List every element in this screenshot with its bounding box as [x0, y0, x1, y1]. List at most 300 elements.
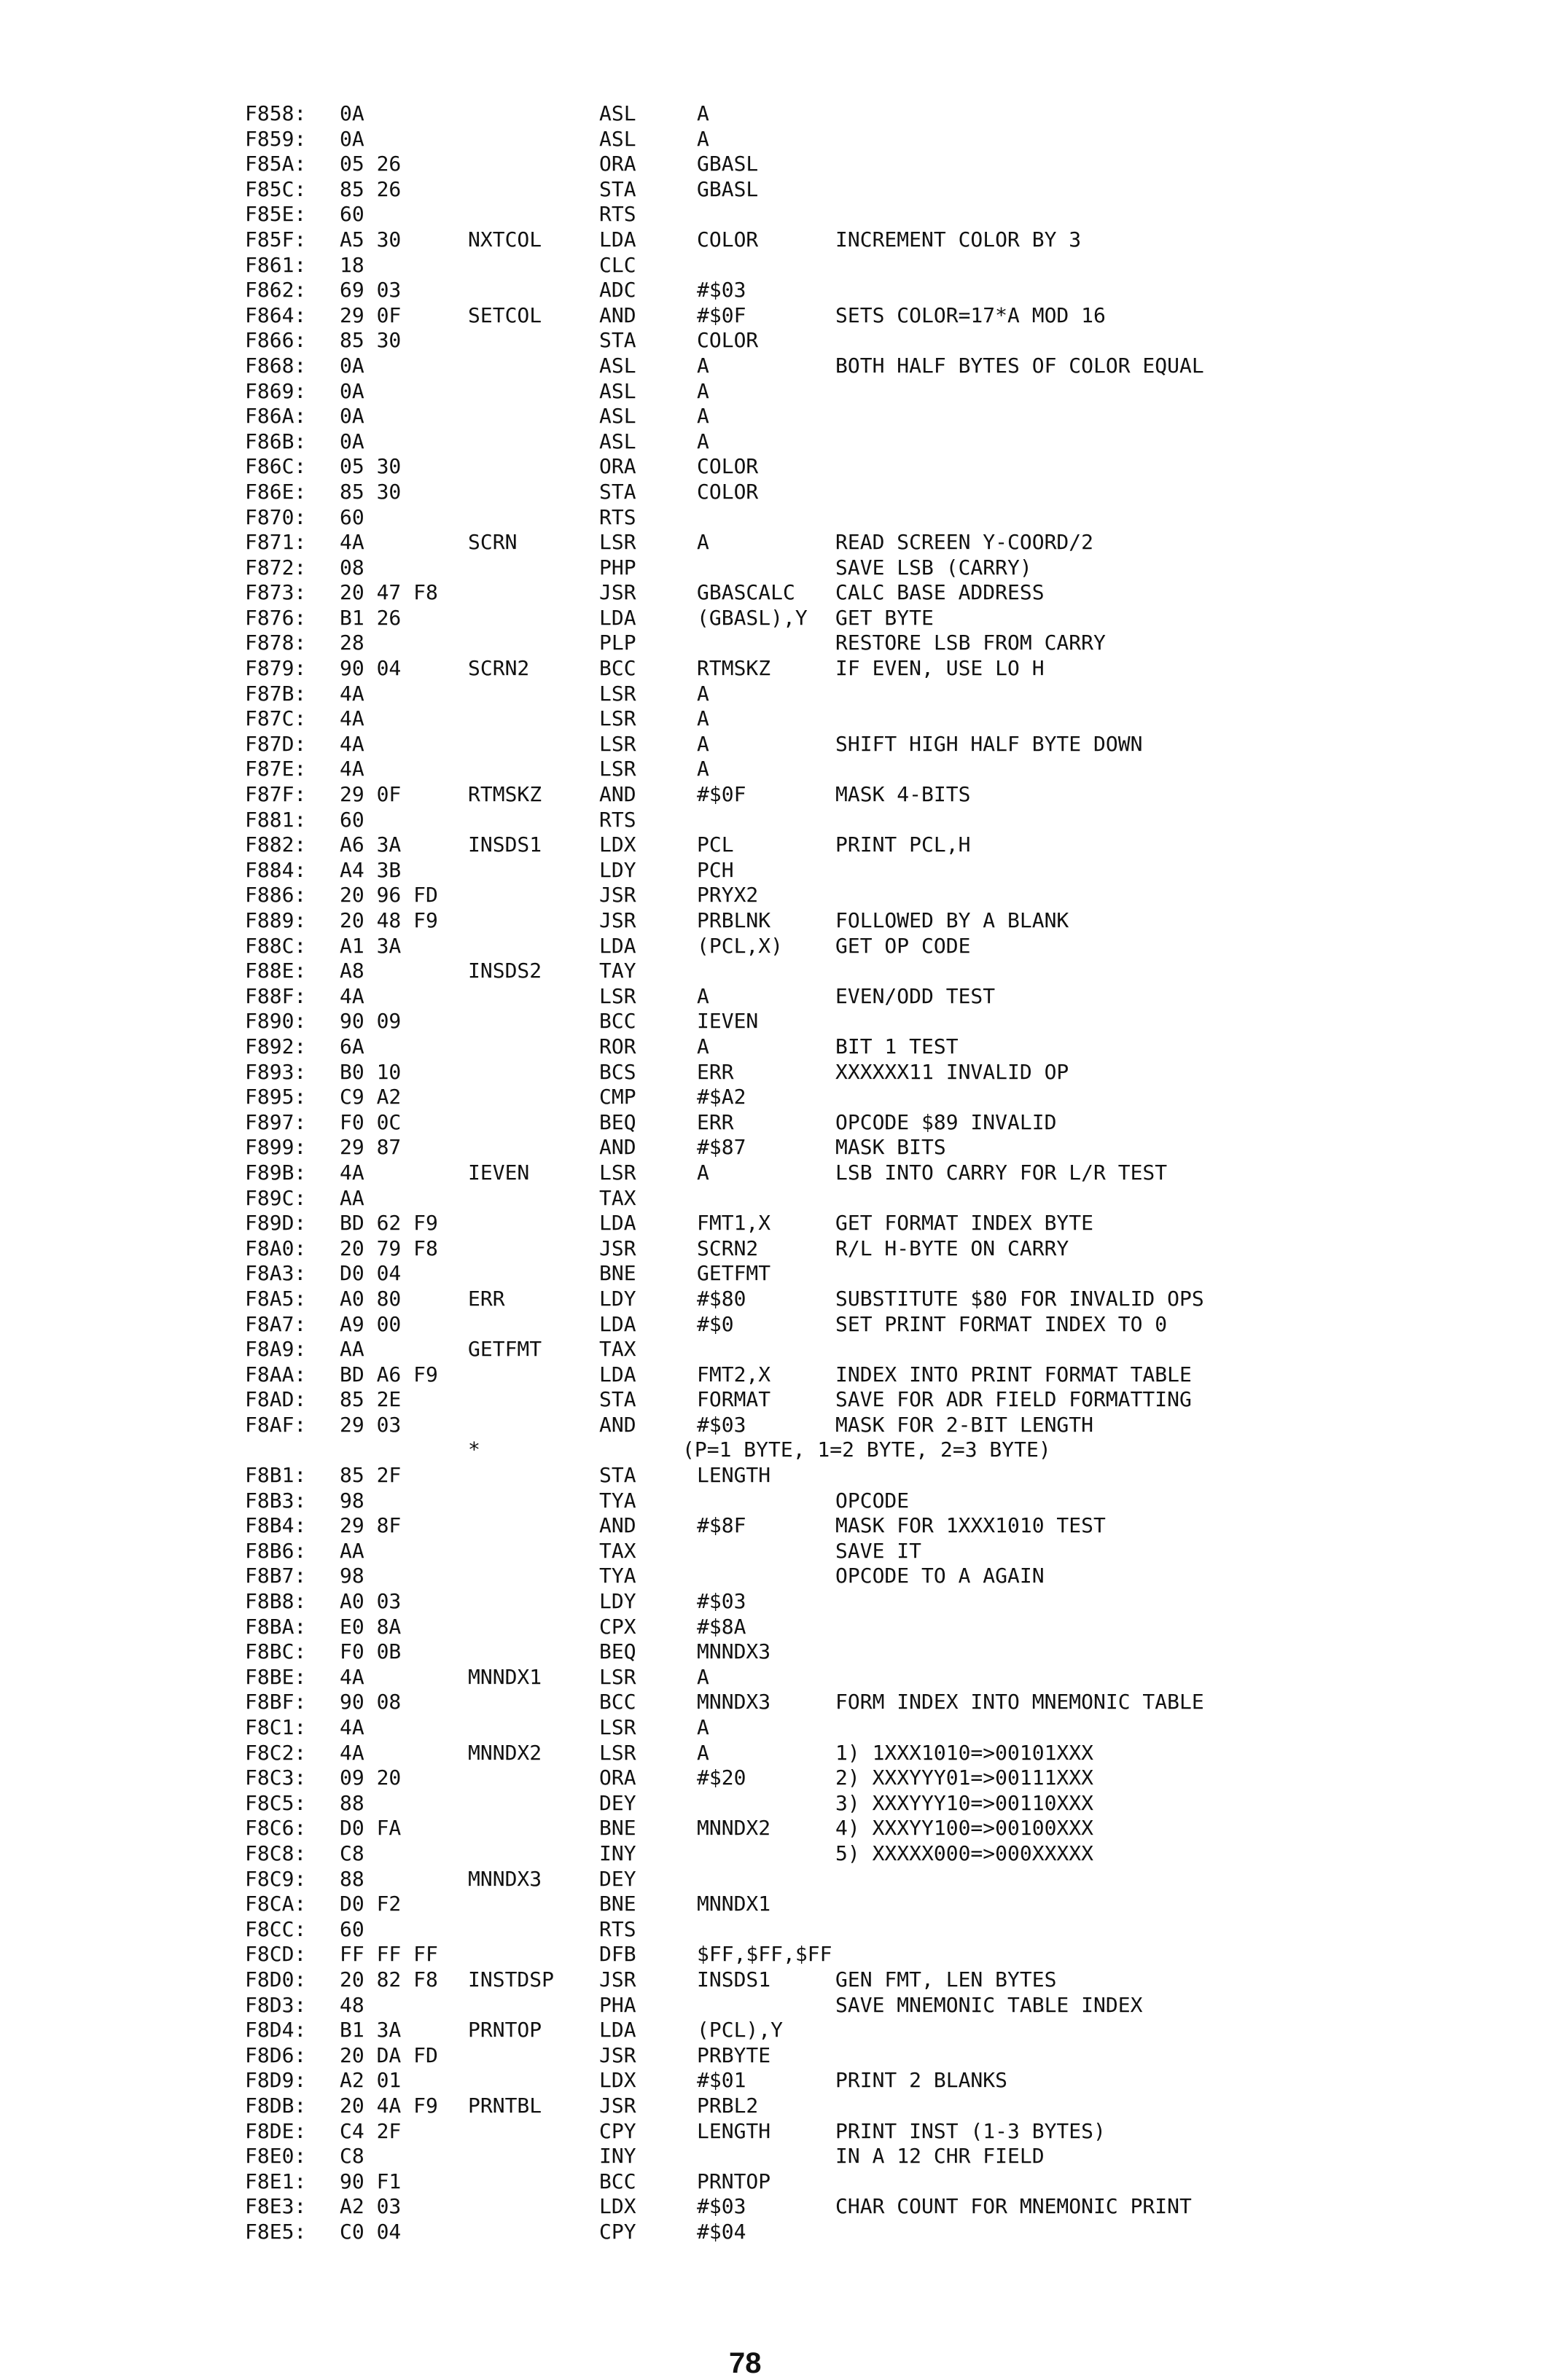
address: F87B:: [245, 681, 307, 706]
address: F8D0:: [245, 1967, 307, 1991]
address: F884:: [245, 857, 307, 882]
address: F8B8:: [245, 1589, 307, 1614]
address: F8CC:: [245, 1916, 307, 1941]
object-bytes: C8: [340, 1841, 364, 1865]
opcode: STA: [599, 328, 636, 353]
opcode: LDA: [599, 227, 636, 251]
opcode: RTS: [599, 202, 636, 227]
operand: FMT1,X: [697, 1211, 771, 1236]
opcode: TAX: [599, 1538, 636, 1563]
comment: OPCODE: [835, 1488, 910, 1513]
address: F88C:: [245, 933, 307, 958]
operand: #$03: [697, 2194, 746, 2219]
object-bytes: 20 DA FD: [340, 2042, 438, 2067]
address: F8A5:: [245, 1286, 307, 1311]
opcode: BEQ: [599, 1109, 636, 1134]
operand: #$04: [697, 2219, 746, 2244]
comment: READ SCREEN Y-COORD/2: [835, 530, 1094, 555]
operand: ERR: [697, 1059, 734, 1084]
comment: FORM INDEX INTO MNEMONIC TABLE: [835, 1690, 1204, 1714]
opcode: ROR: [599, 1034, 636, 1058]
operand: MNNDX1: [697, 1892, 771, 1916]
address: F8B1:: [245, 1463, 307, 1488]
operand: A: [697, 757, 709, 781]
operand: (PCL,X): [697, 933, 784, 958]
comment: MASK 4-BITS: [835, 782, 971, 807]
address: F87C:: [245, 706, 307, 731]
operand: #$8A: [697, 1614, 746, 1639]
object-bytes: 85 2F: [340, 1463, 402, 1488]
operand: #$20: [697, 1766, 746, 1790]
operand: PCL: [697, 832, 734, 857]
address: F881:: [245, 807, 307, 832]
address: F85E:: [245, 202, 307, 227]
opcode: STA: [599, 176, 636, 201]
address: F85C:: [245, 176, 307, 201]
label: MNNDX3: [468, 1866, 542, 1891]
address: F886:: [245, 883, 307, 908]
address: F88F:: [245, 983, 307, 1008]
object-bytes: 60: [340, 1916, 364, 1941]
address: F873:: [245, 580, 307, 605]
comment: SHIFT HIGH HALF BYTE DOWN: [835, 731, 1143, 756]
object-bytes: A2 03: [340, 2194, 402, 2219]
object-bytes: A2 01: [340, 2068, 402, 2093]
object-bytes: C9 A2: [340, 1085, 402, 1109]
address: F8B7:: [245, 1564, 307, 1588]
opcode: INY: [599, 2144, 636, 2169]
address: F871:: [245, 530, 307, 555]
object-bytes: 85 30: [340, 328, 402, 353]
operand: COLOR: [697, 454, 759, 479]
address: F87E:: [245, 757, 307, 781]
address: F8D4:: [245, 2018, 307, 2042]
address: F8BE:: [245, 1664, 307, 1689]
operand: (GBASL),Y: [697, 605, 808, 630]
object-bytes: 20 47 F8: [340, 580, 438, 605]
opcode: CPX: [599, 1614, 636, 1639]
address: F89B:: [245, 1160, 307, 1185]
comment: 5) XXXXX000=>000XXXXX: [835, 1841, 1094, 1865]
comment: XXXXXX11 INVALID OP: [835, 1059, 1069, 1084]
comment: CHAR COUNT FOR MNEMONIC PRINT: [835, 2194, 1192, 2219]
object-bytes: 20 79 F8: [340, 1236, 438, 1260]
opcode: LSR: [599, 757, 636, 781]
address: F858:: [245, 101, 307, 125]
object-bytes: B1 26: [340, 605, 402, 630]
object-bytes: 29 8F: [340, 1513, 402, 1538]
object-bytes: 28: [340, 631, 364, 655]
object-bytes: B0 10: [340, 1059, 402, 1084]
object-bytes: D0 F2: [340, 1892, 402, 1916]
comment: PRINT 2 BLANKS: [835, 2068, 1008, 2093]
operand: COLOR: [697, 227, 759, 251]
opcode: LDY: [599, 857, 636, 882]
comment: INDEX INTO PRINT FORMAT TABLE: [835, 1362, 1192, 1386]
address: F861:: [245, 252, 307, 277]
opcode: CPY: [599, 2219, 636, 2244]
object-bytes: C8: [340, 2144, 364, 2169]
label: IEVEN: [468, 1160, 530, 1185]
opcode: LDA: [599, 2018, 636, 2042]
address: F8A3:: [245, 1261, 307, 1286]
address: F86A:: [245, 404, 307, 429]
operand: A: [697, 706, 709, 731]
address: F8C8:: [245, 1841, 307, 1865]
operand: SCRN2: [697, 1236, 759, 1260]
comment: OPCODE TO A AGAIN: [835, 1564, 1045, 1588]
address: F88E:: [245, 959, 307, 983]
address: F8B3:: [245, 1488, 307, 1513]
opcode: LSR: [599, 1740, 636, 1765]
operand: #$0: [697, 1311, 734, 1336]
opcode: LSR: [599, 530, 636, 555]
address: F866:: [245, 328, 307, 353]
opcode: LDA: [599, 933, 636, 958]
object-bytes: 18: [340, 252, 364, 277]
address: F8BC:: [245, 1639, 307, 1664]
comment: GET BYTE: [835, 605, 934, 630]
object-bytes: 60: [340, 202, 364, 227]
comment: BIT 1 TEST: [835, 1034, 959, 1058]
object-bytes: 29 87: [340, 1135, 402, 1160]
address: F8B6:: [245, 1538, 307, 1563]
operand: GETFMT: [697, 1261, 771, 1286]
operand: PCH: [697, 857, 734, 882]
operand: A: [697, 1160, 709, 1185]
object-bytes: D0 04: [340, 1261, 402, 1286]
address: F8CA:: [245, 1892, 307, 1916]
address: F8A7:: [245, 1311, 307, 1336]
address: F878:: [245, 631, 307, 655]
address: F8C3:: [245, 1766, 307, 1790]
object-bytes: 69 03: [340, 278, 402, 303]
label: MNNDX2: [468, 1740, 542, 1765]
address: F8BA:: [245, 1614, 307, 1639]
object-bytes: 0A: [340, 429, 364, 453]
object-bytes: 60: [340, 504, 364, 529]
object-bytes: 4A: [340, 1740, 364, 1765]
comment: MASK FOR 2-BIT LENGTH: [835, 1412, 1094, 1437]
object-bytes: 05 26: [340, 152, 402, 176]
opcode: PLP: [599, 631, 636, 655]
operand: GBASL: [697, 176, 759, 201]
operand: INSDS1: [697, 1967, 771, 1991]
address: F868:: [245, 353, 307, 378]
opcode: LSR: [599, 983, 636, 1008]
object-bytes: A8: [340, 959, 364, 983]
object-bytes: 4A: [340, 706, 364, 731]
opcode: ORA: [599, 152, 636, 176]
object-bytes: 60: [340, 807, 364, 832]
opcode: ASL: [599, 429, 636, 453]
object-bytes: 29 0F: [340, 782, 402, 807]
label: GETFMT: [468, 1337, 542, 1362]
operand: IEVEN: [697, 1009, 759, 1034]
address: F8D6:: [245, 2042, 307, 2067]
address: F8B4:: [245, 1513, 307, 1538]
opcode: ASL: [599, 353, 636, 378]
address: F85A:: [245, 152, 307, 176]
opcode: AND: [599, 303, 636, 327]
address: F8DB:: [245, 2093, 307, 2118]
comment: SAVE FOR ADR FIELD FORMATTING: [835, 1387, 1192, 1412]
object-bytes: 0A: [340, 404, 364, 429]
operand: A: [697, 681, 709, 706]
comment: MASK FOR 1XXX1010 TEST: [835, 1513, 1106, 1538]
address: F899:: [245, 1135, 307, 1160]
opcode: LSR: [599, 1160, 636, 1185]
object-bytes: D0 FA: [340, 1816, 402, 1841]
opcode: BNE: [599, 1892, 636, 1916]
object-bytes: 20 48 F9: [340, 908, 438, 932]
object-bytes: A1 3A: [340, 933, 402, 958]
comment: PRINT INST (1-3 BYTES): [835, 2118, 1106, 2143]
operand: GBASCALC: [697, 580, 795, 605]
address: F876:: [245, 605, 307, 630]
operand: #$03: [697, 278, 746, 303]
comment: PRINT PCL,H: [835, 832, 971, 857]
label: ERR: [468, 1286, 505, 1311]
address: F895:: [245, 1085, 307, 1109]
comment: MASK BITS: [835, 1135, 946, 1160]
label: SCRN: [468, 530, 518, 555]
operand: A: [697, 126, 709, 151]
object-bytes: 0A: [340, 126, 364, 151]
object-bytes: AA: [340, 1337, 364, 1362]
opcode: ASL: [599, 101, 636, 125]
opcode: LDA: [599, 1362, 636, 1386]
object-bytes: 90 F1: [340, 2169, 402, 2193]
object-bytes: B1 3A: [340, 2018, 402, 2042]
operand: A: [697, 731, 709, 756]
object-bytes: BD 62 F9: [340, 1211, 438, 1236]
object-bytes: F0 0C: [340, 1109, 402, 1134]
address: F89D:: [245, 1211, 307, 1236]
operand: GBASL: [697, 152, 759, 176]
operand: A: [697, 1034, 709, 1058]
object-bytes: 0A: [340, 353, 364, 378]
object-bytes: F0 0B: [340, 1639, 402, 1664]
object-bytes: 85 26: [340, 176, 402, 201]
label: INSTDSP: [468, 1967, 555, 1991]
address: F86E:: [245, 479, 307, 504]
opcode: ORA: [599, 1766, 636, 1790]
opcode: LDY: [599, 1589, 636, 1614]
address: F87D:: [245, 731, 307, 756]
object-bytes: 4A: [340, 1664, 364, 1689]
address: F859:: [245, 126, 307, 151]
object-bytes: 90 08: [340, 1690, 402, 1714]
opcode: BCS: [599, 1059, 636, 1084]
label: MNNDX1: [468, 1664, 542, 1689]
address: F879:: [245, 656, 307, 681]
opcode: LDA: [599, 605, 636, 630]
object-bytes: A0 80: [340, 1286, 402, 1311]
address: F862:: [245, 278, 307, 303]
object-bytes: 4A: [340, 530, 364, 555]
address: F864:: [245, 303, 307, 327]
address: F870:: [245, 504, 307, 529]
object-bytes: 90 09: [340, 1009, 402, 1034]
opcode: ASL: [599, 378, 636, 403]
opcode: STA: [599, 479, 636, 504]
comment: EVEN/ODD TEST: [835, 983, 996, 1008]
address: F8C2:: [245, 1740, 307, 1765]
address: F8E1:: [245, 2169, 307, 2193]
opcode: AND: [599, 1412, 636, 1437]
opcode: AND: [599, 1135, 636, 1160]
object-bytes: 88: [340, 1790, 364, 1815]
operand: #$80: [697, 1286, 746, 1311]
opcode: LDA: [599, 1211, 636, 1236]
operand: #$03: [697, 1412, 746, 1437]
object-bytes: 0A: [340, 101, 364, 125]
address: F86B:: [245, 429, 307, 453]
address: F889:: [245, 908, 307, 932]
comment: SAVE LSB (CARRY): [835, 555, 1032, 580]
opcode: RTS: [599, 504, 636, 529]
opcode: BNE: [599, 1261, 636, 1286]
object-bytes: A0 03: [340, 1589, 402, 1614]
object-bytes: 0A: [340, 378, 364, 403]
address: F869:: [245, 378, 307, 403]
operand: A: [697, 1715, 709, 1739]
comment: 3) XXXYYY10=>00110XXX: [835, 1790, 1094, 1815]
address: F86C:: [245, 454, 307, 479]
opcode: JSR: [599, 2042, 636, 2067]
object-bytes: 85 30: [340, 479, 402, 504]
opcode: INY: [599, 1841, 636, 1865]
operand: RTMSKZ: [697, 656, 771, 681]
object-bytes: 4A: [340, 731, 364, 756]
opcode: AND: [599, 1513, 636, 1538]
object-bytes: 20 82 F8: [340, 1967, 438, 1991]
operand: A: [697, 101, 709, 125]
object-bytes: 4A: [340, 1715, 364, 1739]
address: F8E5:: [245, 2219, 307, 2244]
operand: #$01: [697, 2068, 746, 2093]
label: INSDS2: [468, 959, 542, 983]
object-bytes: 29 0F: [340, 303, 402, 327]
comment: SAVE IT: [835, 1538, 922, 1563]
address: F890:: [245, 1009, 307, 1034]
label: RTMSKZ: [468, 782, 542, 807]
opcode: TYA: [599, 1564, 636, 1588]
object-bytes: AA: [340, 1185, 364, 1210]
opcode: TAX: [599, 1337, 636, 1362]
opcode: LSR: [599, 1715, 636, 1739]
opcode: LDX: [599, 2194, 636, 2219]
opcode: STA: [599, 1463, 636, 1488]
opcode: TAY: [599, 959, 636, 983]
comment: SUBSTITUTE $80 FOR INVALID OPS: [835, 1286, 1204, 1311]
operand: (PCL),Y: [697, 2018, 784, 2042]
page-number: 78: [729, 2347, 762, 2379]
opcode: JSR: [599, 883, 636, 908]
address: F8C6:: [245, 1816, 307, 1841]
operand: #$0F: [697, 303, 746, 327]
object-bytes: 29 03: [340, 1412, 402, 1437]
address: F8A0:: [245, 1236, 307, 1260]
opcode: STA: [599, 1387, 636, 1412]
opcode: JSR: [599, 2093, 636, 2118]
object-bytes: E0 8A: [340, 1614, 402, 1639]
label: NXTCOL: [468, 227, 542, 251]
comment: R/L H-BYTE ON CARRY: [835, 1236, 1069, 1260]
opcode: ASL: [599, 404, 636, 429]
opcode: LDY: [599, 1286, 636, 1311]
opcode: ORA: [599, 454, 636, 479]
operand: FMT2,X: [697, 1362, 771, 1386]
address: F8E0:: [245, 2144, 307, 2169]
label: SETCOL: [468, 303, 542, 327]
operand: PRYX2: [697, 883, 759, 908]
opcode: CLC: [599, 252, 636, 277]
operand: LENGTH: [697, 2118, 771, 2143]
opcode: BCC: [599, 1009, 636, 1034]
opcode: AND: [599, 782, 636, 807]
operand: COLOR: [697, 328, 759, 353]
object-bytes: 4A: [340, 1160, 364, 1185]
comment: IN A 12 CHR FIELD: [835, 2144, 1045, 2169]
operand: COLOR: [697, 479, 759, 504]
object-bytes: 88: [340, 1866, 364, 1891]
object-bytes: A6 3A: [340, 832, 402, 857]
opcode: ASL: [599, 126, 636, 151]
comment: 1) 1XXX1010=>00101XXX: [835, 1740, 1094, 1765]
operand: FORMAT: [697, 1387, 771, 1412]
operand: #$87: [697, 1135, 746, 1160]
object-bytes: C4 2F: [340, 2118, 402, 2143]
address: F8DE:: [245, 2118, 307, 2143]
label: INSDS1: [468, 832, 542, 857]
comment: BOTH HALF BYTES OF COLOR EQUAL: [835, 353, 1204, 378]
operand: A: [697, 1664, 709, 1689]
operand: A: [697, 530, 709, 555]
object-bytes: 20 96 FD: [340, 883, 438, 908]
address: F872:: [245, 555, 307, 580]
comment: SET PRINT FORMAT INDEX TO 0: [835, 1311, 1168, 1336]
comment: GEN FMT, LEN BYTES: [835, 1967, 1057, 1991]
opcode: BCC: [599, 656, 636, 681]
address: F85F:: [245, 227, 307, 251]
operand: MNNDX3: [697, 1690, 771, 1714]
operand: PRBYTE: [697, 2042, 771, 2067]
comment: RESTORE LSB FROM CARRY: [835, 631, 1106, 655]
operand: #$A2: [697, 1085, 746, 1109]
address: F8C9:: [245, 1866, 307, 1891]
address: F8AF:: [245, 1412, 307, 1437]
operand: ERR: [697, 1109, 734, 1134]
address: F897:: [245, 1109, 307, 1134]
object-bytes: 98: [340, 1564, 364, 1588]
opcode: LSR: [599, 706, 636, 731]
address: F8AA:: [245, 1362, 307, 1386]
comment: IF EVEN, USE LO H: [835, 656, 1045, 681]
opcode: RTS: [599, 1916, 636, 1941]
comment: 4) XXXYY100=>00100XXX: [835, 1816, 1094, 1841]
comment: LSB INTO CARRY FOR L/R TEST: [835, 1160, 1168, 1185]
object-bytes: A5 30: [340, 227, 402, 251]
object-bytes: A9 00: [340, 1311, 402, 1336]
opcode: TYA: [599, 1488, 636, 1513]
address: F8D3:: [245, 1992, 307, 2017]
object-bytes: C0 04: [340, 2219, 402, 2244]
opcode: BEQ: [599, 1639, 636, 1664]
opcode: DFB: [599, 1942, 636, 1967]
address: F8C5:: [245, 1790, 307, 1815]
